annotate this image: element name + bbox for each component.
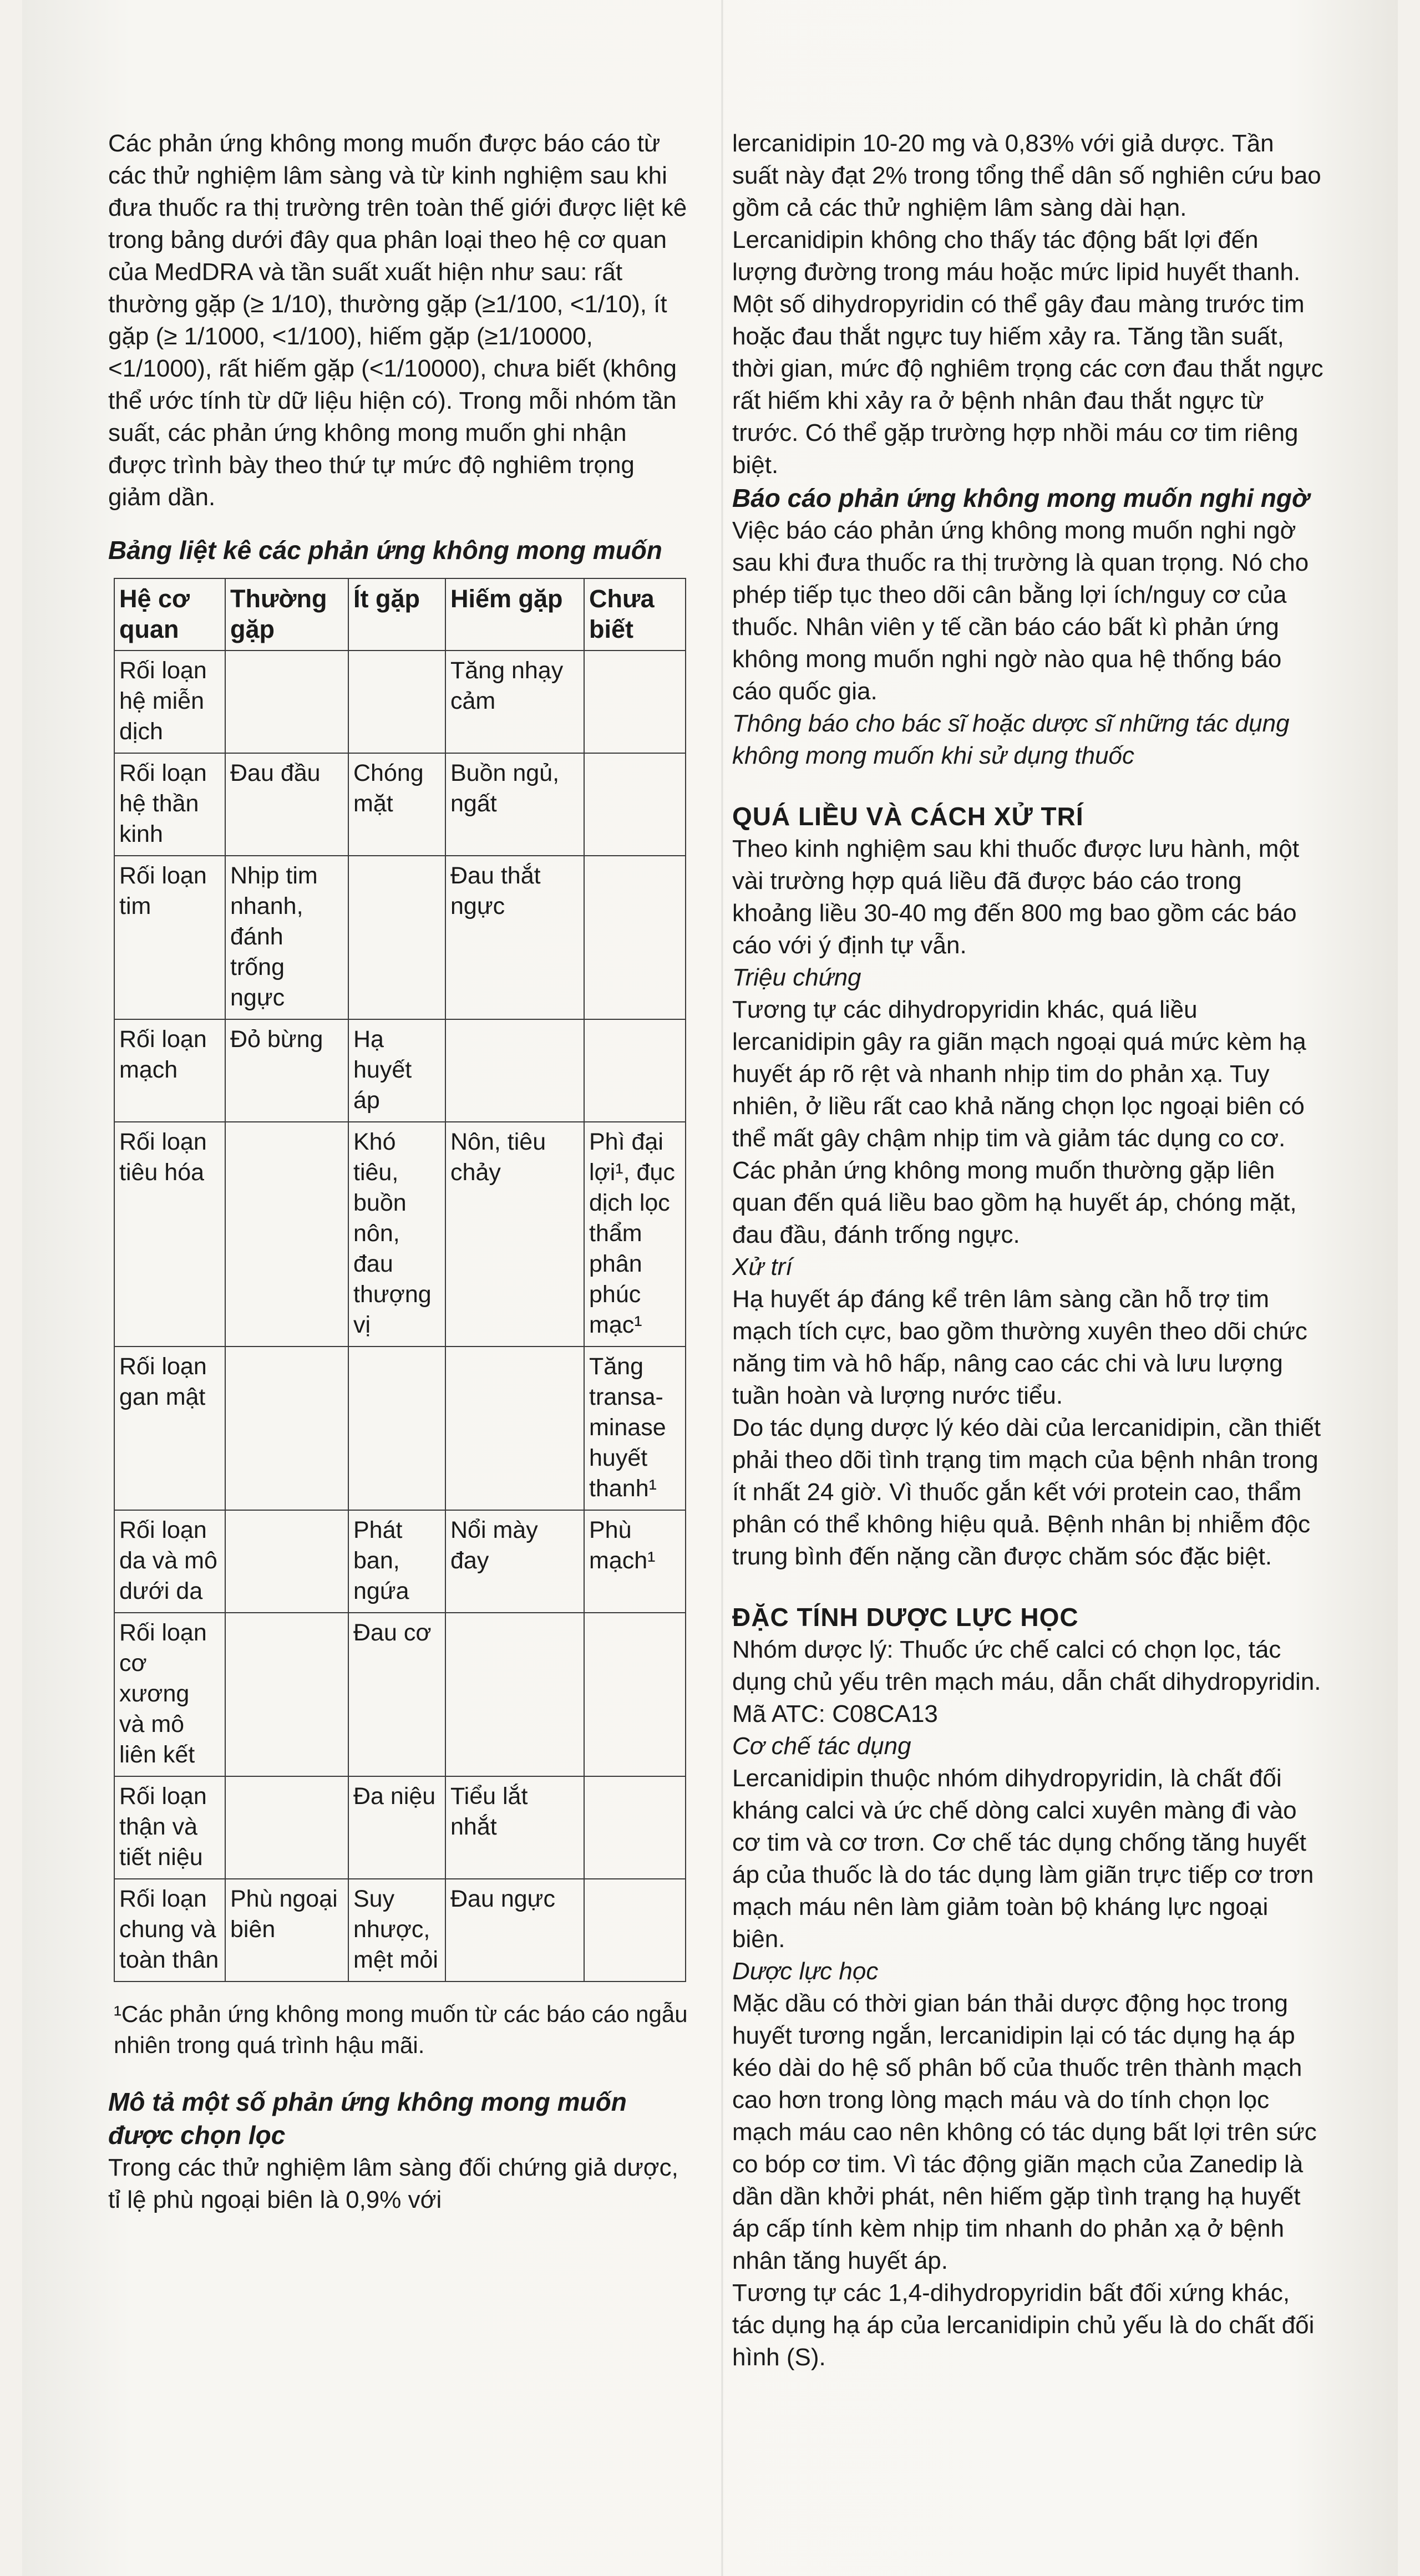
paper-fold — [721, 0, 723, 2576]
table-cell: Rối loạn hệ miễn dịch — [114, 651, 225, 753]
pharmacodynamics-title: ĐẶC TÍNH DƯỢC LỰC HỌC — [732, 1603, 1079, 1632]
table-cell: Đa niệu — [348, 1776, 445, 1879]
table-cell: Rối loạn tim — [114, 856, 225, 1019]
glucose-paragraph: Lercanidipin không cho thấy tác động bất lợi đến lượng đường trong máu hoặc mức lipid huyết thanh. — [732, 226, 1301, 286]
table-row — [114, 856, 686, 1019]
table-cell — [225, 1347, 348, 1510]
table-cell — [225, 1122, 348, 1347]
pharm-group: Nhóm dược lý: Thuốc ức chế calci có chọn lọc, tác dụng chủ yếu trên mạch máu, dẫn chất dihydropyridin. — [732, 1636, 1321, 1695]
table-cell: Phù ngoại biên — [225, 1879, 348, 1981]
report-note: Thông báo cho bác sĩ hoặc dược sĩ những tác dụng không mong muốn khi sử dụng thuốc — [732, 710, 1290, 769]
table-cell: Buồn ngủ, ngất — [445, 753, 584, 856]
mechanism-title: Cơ chế tác dụng — [732, 1732, 911, 1760]
table-cell: Đau ngực — [445, 1879, 584, 1981]
table-cell: Đau cơ — [348, 1613, 445, 1776]
table-cell: Nổi mày đay — [445, 1510, 584, 1613]
table-title: Bảng liệt kê các phản ứng không mong muốn — [108, 536, 662, 565]
table-cell — [225, 1613, 348, 1776]
right-column — [732, 128, 1326, 2374]
table-cell: Phù mạch¹ — [584, 1510, 686, 1613]
pd-text: Mặc dầu có thời gian bán thải dược động học trong huyết tương ngắn, lercanidipin lại có tác dụng hạ áp kéo dài do hệ số phân bố của thuốc trên thành mạch cao hơn trong lòng mạch máu và do tính chọn lọc mạch máu cao nên không có tác dụng bất lợi trên sức co bóp cơ tim. Vì tác động giãn mạch của Zanedip là dần dần khởi phát, nên hiếm gặp tình trạng hạ huyết áp cấp tính kèm nhịp tim nhanh do phản xạ ở bệnh nhân tăng huyết áp. — [732, 1990, 1317, 2274]
left-column — [108, 128, 691, 2216]
table-cell — [584, 1019, 686, 1122]
table-cell: Rối loạn hệ thần kinh — [114, 753, 225, 856]
table-cell — [225, 651, 348, 753]
table-cell: Nhịp tim nhanh, đánh trống ngực — [225, 856, 348, 1019]
table-row — [114, 1879, 686, 1981]
table-cell: Tiểu lắt nhắt — [445, 1776, 584, 1879]
table-cell — [584, 651, 686, 753]
table-cell — [445, 1347, 584, 1510]
table-cell: Tăng nhạy cảm — [445, 651, 584, 753]
selected-reactions-title: Mô tả một số phản ứng không mong muốn được chọn lọc — [108, 2087, 627, 2150]
table-cell: Rối loạn gan mật — [114, 1347, 225, 1510]
table-cell: Khó tiêu, buồn nôn, đau thượng vị — [348, 1122, 445, 1347]
header-unknown: Chưa biết — [584, 578, 686, 651]
table-cell — [348, 1347, 445, 1510]
table-cell: Phát ban, ngứa — [348, 1510, 445, 1613]
table-row — [114, 1019, 686, 1122]
table-cell: Rối loạn mạch — [114, 1019, 225, 1122]
selected-reactions-text: Trong các thử nghiệm lâm sàng đối chứng giả dược, tỉ lệ phù ngoại biên là 0,9% với — [108, 2154, 678, 2213]
table-cell — [584, 753, 686, 856]
table-cell: Đau thắt ngực — [445, 856, 584, 1019]
adverse-reactions-table — [114, 578, 686, 1982]
header-organ-system: Hệ cơ quan — [114, 578, 225, 651]
table-cell: Rối loạn chung và toàn thân — [114, 1879, 225, 1981]
table-row — [114, 1613, 686, 1776]
table-cell — [225, 1510, 348, 1613]
report-title: Báo cáo phản ứng không mong muốn nghi ngờ — [732, 484, 1309, 512]
table-cell — [445, 1019, 584, 1122]
table-row — [114, 1347, 686, 1510]
table-cell: Đau đầu — [225, 753, 348, 856]
treatment-text-1: Hạ huyết áp đáng kể trên lâm sàng cần hỗ trợ tim mạch tích cực, bao gồm thường xuyên theo dõi chức năng tim và hô hấp, nâng cao các chi và lưu lượng tuần hoàn và lượng nước tiểu. — [732, 1286, 1307, 1409]
mechanism-text: Lercanidipin thuộc nhóm dihydropyridin, là chất đối kháng calci và ức chế dòng calci xuyên màng đi vào cơ tim và cơ trơn. Cơ chế tác dụng chống tăng huyết áp của thuốc là do tác dụng làm giãn trực tiếp cơ trơn mạch máu nên làm giảm toàn bộ kháng lực ngoại biên. — [732, 1765, 1314, 1953]
table-cell: Đỏ bừng — [225, 1019, 348, 1122]
treatment-title: Xử trí — [732, 1253, 793, 1281]
table-cell — [584, 856, 686, 1019]
pd-title: Dược lực học — [732, 1958, 879, 1985]
table-row — [114, 753, 686, 856]
edema-paragraph: lercanidipin 10-20 mg và 0,83% với giả dược. Tần suất này đạt 2% trong tổng thể dân số nghiên cứu bao gồm cả các thử nghiệm lâm sàng dài hạn. — [732, 130, 1321, 221]
overdose-text: Theo kinh nghiệm sau khi thuốc được lưu hành, một vài trường hợp quá liều đã được báo cáo trong khoảng liều 30-40 mg đến 800 mg bao gồm các báo cáo với ý định tự vẫn. — [732, 835, 1300, 959]
table-row — [114, 1510, 686, 1613]
table-cell: Rối loạn cơ xương và mô liên kết — [114, 1613, 225, 1776]
table-row — [114, 1122, 686, 1347]
report-text: Việc báo cáo phản ứng không mong muốn nghi ngờ sau khi đưa thuốc ra thị trường là quan trọng. Nó cho phép tiếp tục theo dõi cân bằng lợi ích/nguy cơ của thuốc. Nhân viên y tế cần báo cáo bất kì phản ứng không mong muốn nghi ngờ nào qua hệ thống báo cáo quốc gia. — [732, 517, 1309, 705]
table-cell: Suy nhược, mệt mỏi — [348, 1879, 445, 1981]
angina-paragraph: Một số dihydropyridin có thể gây đau màng trước tim hoặc đau thắt ngực tuy hiếm xảy ra. Tăng tần suất, thời gian, mức độ nghiêm trọng các cơn đau thắt ngực rất hiếm khi xảy ra ở bệnh nhân đau thắt ngực từ trước. Có thể gặp trường hợp nhồi máu cơ tim riêng biệt. — [732, 291, 1323, 479]
table-cell — [584, 1776, 686, 1879]
table-cell: Rối loạn da và mô dưới da — [114, 1510, 225, 1613]
table-cell: Hạ huyết áp — [348, 1019, 445, 1122]
table-body — [114, 651, 686, 1981]
table-cell — [445, 1613, 584, 1776]
symptoms-title: Triệu chứng — [732, 964, 861, 991]
header-common: Thường gặp — [225, 578, 348, 651]
table-cell — [584, 1879, 686, 1981]
table-row — [114, 1776, 686, 1879]
pd-text-2: Tương tự các 1,4-dihydropyridin bất đối xứng khác, tác dụng hạ áp của lercanidipin chủ yếu là do chất đối hình (S). — [732, 2279, 1315, 2371]
table-cell: Rối loạn thận và tiết niệu — [114, 1776, 225, 1879]
table-cell: Chóng mặt — [348, 753, 445, 856]
symptoms-text: Tương tự các dihydropyridin khác, quá liều lercanidipin gây ra giãn mạch ngoại quá mức kèm hạ huyết áp rõ rệt và nhanh nhịp tim do phản xạ. Tuy nhiên, ở liều rất cao khả năng chọn lọc ngoại biên có thể mất gây chậm nhịp tim và giảm tác dụng co cơ. Các phản ứng không mong muốn thường gặp liên quan đến quá liều bao gồm hạ huyết áp, chóng mặt, đau đầu, đánh trống ngực. — [732, 996, 1306, 1248]
table-cell: Rối loạn tiêu hóa — [114, 1122, 225, 1347]
header-uncommon: Ít gặp — [348, 578, 445, 651]
table-header-row — [114, 578, 686, 651]
table-cell — [348, 856, 445, 1019]
treatment-text-2: Do tác dụng dược lý kéo dài của lercanidipin, cần thiết phải theo dõi tình trạng tim mạch của bệnh nhân trong ít nhất 24 giờ. Vì thuốc gắn kết với protein cao, thẩm phân có thể không hiệu quả. Bệnh nhân bị nhiễm độc trung bình đến nặng cần được chăm sóc đặc biệt. — [732, 1414, 1321, 1570]
table-row — [114, 651, 686, 753]
table-cell: Tăng transa-minase huyết thanh¹ — [584, 1347, 686, 1510]
table-footnote: ¹Các phản ứng không mong muốn từ các báo cáo ngẫu nhiên trong quá trình hậu mãi. — [114, 2001, 688, 2058]
overdose-title: QUÁ LIỀU VÀ CÁCH XỬ TRÍ — [732, 802, 1084, 831]
table-cell — [584, 1613, 686, 1776]
table-cell — [348, 651, 445, 753]
intro-paragraph: Các phản ứng không mong muốn được báo cáo từ các thử nghiệm lâm sàng và từ kinh nghiệm sau khi đưa thuốc ra thị trường trên toàn thế giới được liệt kê trong bảng dưới đây qua phân loại theo hệ cơ quan của MedDRA và tần suất xuất hiện như sau: rất thường gặp (≥ 1/10), thường gặp (≥1/100, <1/10), ít gặp (≥ 1/1000, <1/100), hiếm gặp (≥1/10000, <1/1000), rất hiếm gặp (<1/10000), chưa biết (không thể ước tính từ dữ liệu hiện có). Trong mỗi nhóm tần suất, các phản ứng không mong muốn ghi nhận được trình bày theo thứ tự mức độ nghiêm trọng giảm dần. — [108, 130, 687, 511]
table-cell: Nôn, tiêu chảy — [445, 1122, 584, 1347]
header-rare: Hiếm gặp — [445, 578, 584, 651]
table-cell — [225, 1776, 348, 1879]
table-cell: Phì đại lợi¹, đục dịch lọc thẩm phân phúc mạc¹ — [584, 1122, 686, 1347]
atc-code: Mã ATC: C08CA13 — [732, 1700, 938, 1728]
